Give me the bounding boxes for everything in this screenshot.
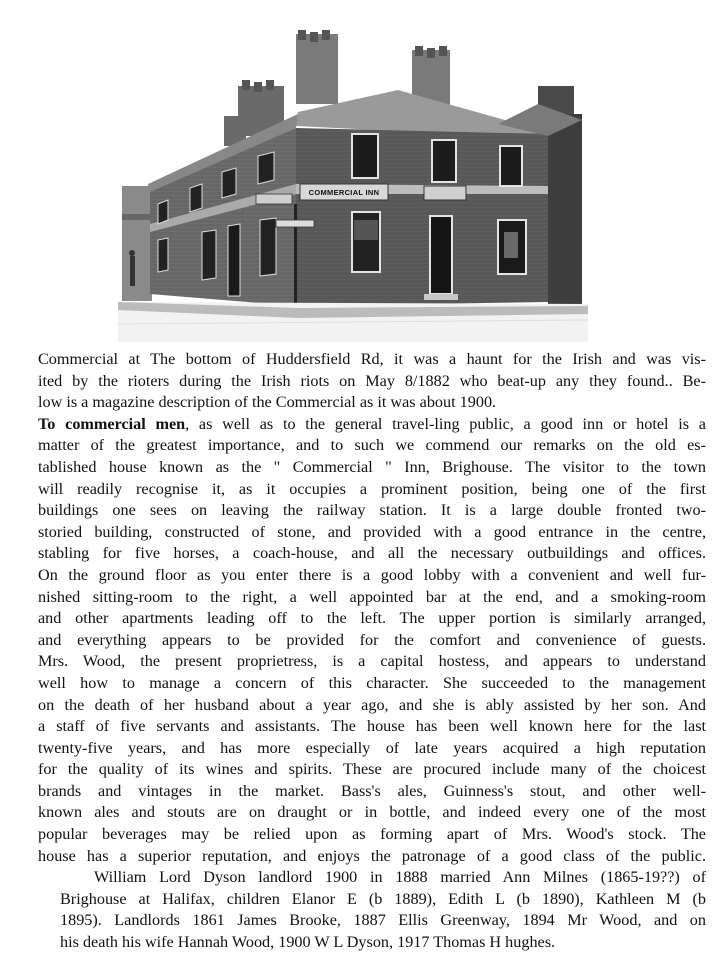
- para2-line-15: a staff of five servants and assistants. The house has been well known here for the last: [38, 717, 706, 736]
- para2-line-3: tablished house known as the " Commercial " Inn, Brighouse. The visitor to the town: [38, 457, 706, 476]
- para2-line-13: well how to manage a concern of this character. She succeeded to the management: [38, 673, 706, 692]
- para2-bold-lead: To commercial men: [38, 414, 186, 433]
- para2-line-6: storied building, constructed of stone, and provided with a good entrance in the centre,: [38, 522, 706, 541]
- description-text: [38, 349, 706, 954]
- para2-line-7: stabling for five horses, a coach-house, and all the necessary outbuildings and offices.: [38, 544, 706, 563]
- para2-line-11: and everything appears to be provided for the comfort and convenience of guests.: [38, 630, 706, 649]
- para3-line-1: William Lord Dyson landlord 1900 in 1888 married Ann Milnes (1865-19??) of: [94, 868, 706, 887]
- para2-line-5: buildings one sees on leaving the railway station. It is a large double fronted two-: [38, 501, 706, 520]
- para1-line-2: ited by the rioters during the Irish riots on May 8/1882 who beat-up any they found.. Be-: [38, 371, 706, 390]
- para1-line-3: low is a magazine description of the Commercial as it was about 1900.: [38, 393, 497, 412]
- para2-line-4: will readily recognise it, as it occupies a prominent position, being one of the first: [38, 479, 706, 498]
- para2-line-21: house has a superior reputation, and enjoys the patronage of a good class of the public.: [38, 846, 706, 865]
- para2-first-rest: , as well as to the general travel-ling public, a good inn or hotel is a: [185, 414, 706, 433]
- para2-line-10: and other apartments leading off to the left. The upper portion is similarly arranged,: [38, 609, 706, 628]
- para1-line-1: Commercial at The bottom of Huddersfield Rd, it was a haunt for the Irish and was vis-: [38, 350, 706, 368]
- para3-line-2: Brighouse at Halifax, children Elanor E (b 1889), Edith L (b 1890), Kathleen M (b: [60, 889, 706, 908]
- para2-line-9: nished sitting-room to the right, a well appointed bar at the end, and a smoking-room: [38, 587, 706, 606]
- para2-line-18: brands and vintages in the market. Bass's ales, Guinness's stout, and other well-: [38, 781, 706, 800]
- para2-line-14: on the death of her husband about a year ago, and she is ably assisted by her son. And: [38, 695, 706, 714]
- commercial-inn-building-image: [118, 24, 588, 342]
- para2-line-8: On the ground floor as you enter there is a good lobby with a convenient and well fur-: [38, 565, 706, 584]
- para2-line-1: [38, 414, 706, 436]
- para3-line-3: 1895). Landlords 1861 James Brooke, 1887 Ellis Greenway, 1894 Mr Wood, and on: [60, 911, 706, 930]
- inn-photograph: [118, 24, 588, 342]
- para2-line-12: Mrs. Wood, the present proprietress, is a capital hostess, and appears to understand: [38, 652, 706, 671]
- para3-line-4: his death his wife Hannah Wood, 1900 W L Dyson, 1917 Thomas H hughes.: [60, 933, 556, 952]
- inn-sign-text: COMMERCIAL INN: [308, 188, 380, 197]
- para2-line-20: popular beverages may be relied upon as forming apart of Mrs. Wood's stock. The: [38, 825, 706, 844]
- para2-line-19: known ales and stouts are on draught or in bottle, and indeed every one of the most: [38, 803, 706, 822]
- para2-line-16: twenty-five years, and has more especially of late years acquired a high reputation: [38, 738, 706, 757]
- para2-line-17: for the quality of its wines and spirits. These are procured include many of the choicest: [38, 760, 706, 779]
- para2-line-2: matter of the greatest importance, and to such we commend our remarks on the old es-: [38, 436, 706, 455]
